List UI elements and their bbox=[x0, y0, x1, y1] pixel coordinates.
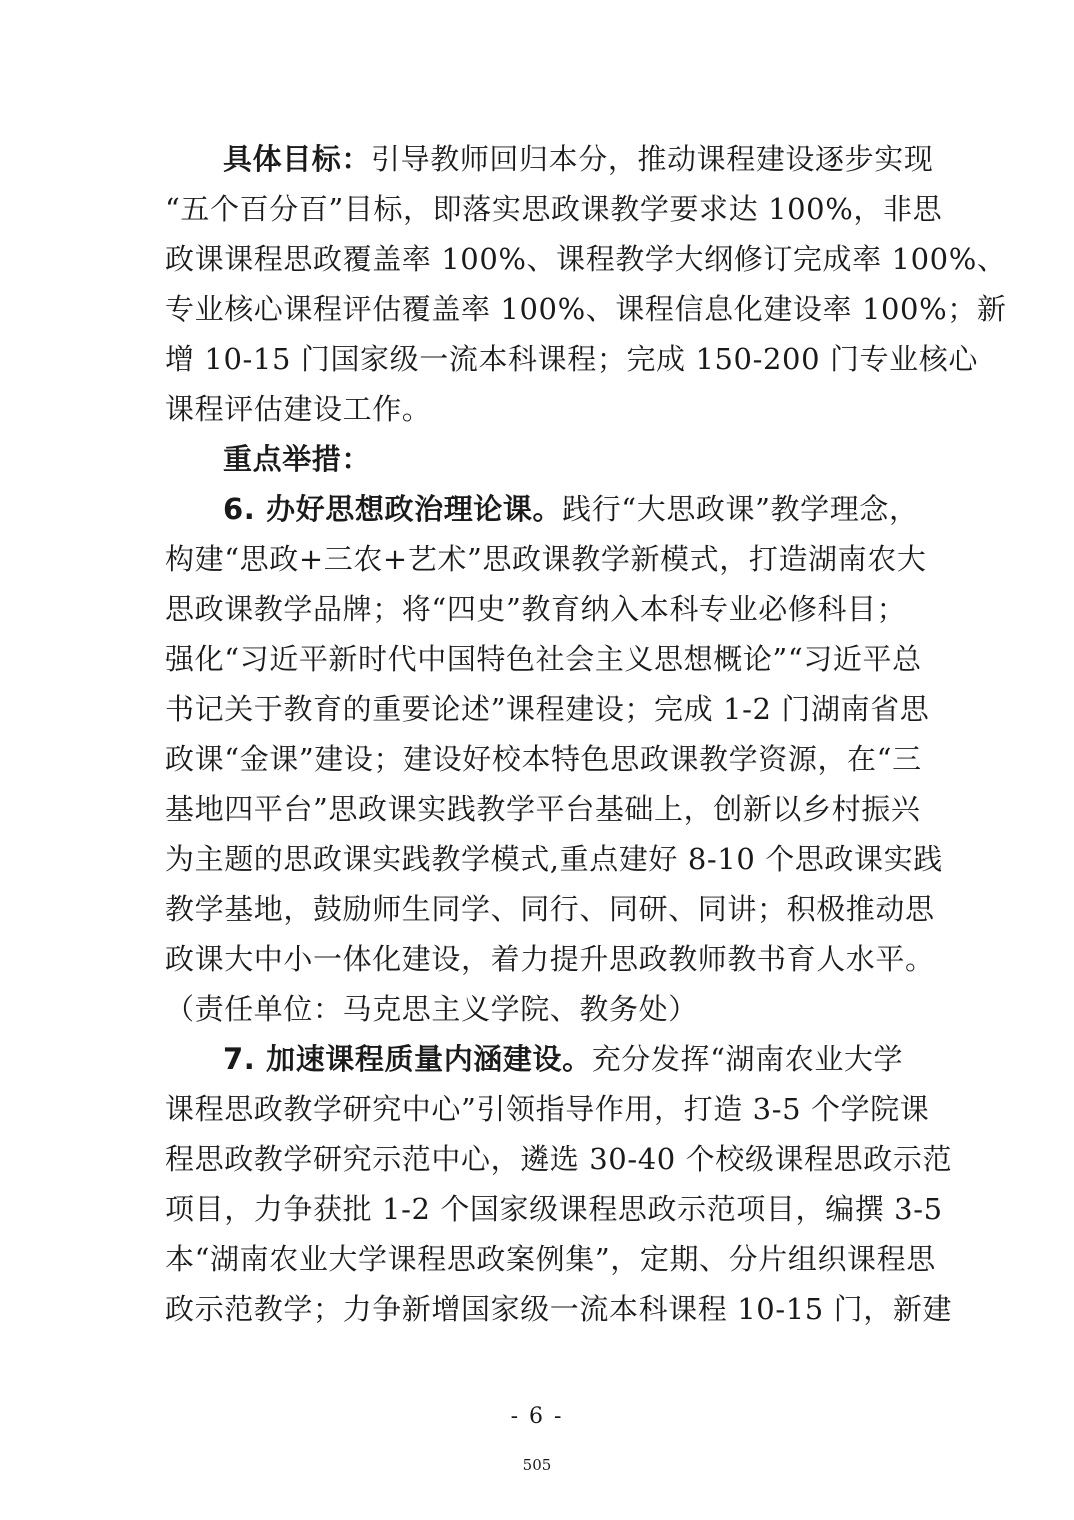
line-text: 引导教师回归本分，推动课程建设逐步实现 bbox=[371, 142, 934, 176]
line-text: 专业核心课程评估覆盖率 100%、课程信息化建设率 100%；新 bbox=[165, 292, 1007, 326]
line-text: “五个百分百”目标，即落实思政课教学要求达 100%，非思 bbox=[165, 192, 943, 226]
line-text: 课程评估建设工作。 bbox=[165, 392, 432, 426]
line-text: 程思政教学研究示范中心，遴选 30-40 个校级课程思政示范 bbox=[165, 1142, 953, 1176]
heading-lead: 6. 办好思想政治理论课。 bbox=[223, 492, 563, 526]
line-text: 践行“大思政课”教学理念， bbox=[562, 492, 919, 526]
paragraph-line bbox=[165, 534, 927, 584]
paragraph-line bbox=[165, 1234, 936, 1284]
line-text: 为主题的思政课实践教学模式,重点建好 8-10 个思政课实践 bbox=[165, 842, 943, 876]
line-text: 政示范教学；力争新增国家级一流本科课程 10-15 门，新建 bbox=[165, 1292, 953, 1326]
paragraph-line bbox=[165, 1184, 943, 1234]
line-text: 课程思政教学研究中心”引领指导作用，打造 3-5 个学院课 bbox=[165, 1092, 930, 1126]
line-text: 充分发挥“湖南农业大学 bbox=[591, 1042, 904, 1076]
heading-lead: 7. 加速课程质量内涵建设。 bbox=[223, 1042, 592, 1076]
line-text: 政课课程思政覆盖率 100%、课程教学大纲修订完成率 100%、 bbox=[165, 242, 1007, 276]
paragraph-line bbox=[165, 1034, 907, 1084]
line-text: 强化“习近平新时代中国特色社会主义思想概论”“习近平总 bbox=[165, 642, 922, 676]
paragraph-line bbox=[165, 184, 943, 234]
heading-lead: 具体目标： bbox=[223, 142, 372, 176]
paragraph-line bbox=[165, 134, 934, 184]
line-text: （责任单位：马克思主义学院、教务处） bbox=[165, 992, 698, 1026]
paragraph-line bbox=[165, 734, 922, 784]
paragraph-line bbox=[165, 484, 919, 534]
line-text: 本“湖南农业大学课程思政案例集”，定期、分片组织课程思 bbox=[165, 1242, 936, 1276]
line-text: 构建“思政+三农+艺术”思政课教学新模式，打造湖南农大 bbox=[165, 542, 927, 576]
paragraph-line bbox=[165, 284, 1007, 334]
line-text: 教学基地，鼓励师生同学、同行、同研、同讲；积极推动思 bbox=[165, 892, 935, 926]
document-body bbox=[165, 134, 1007, 1334]
page-number: - 6 - bbox=[510, 1404, 564, 1429]
line-text: 政课“金课”建设；建设好校本特色思政课教学资源，在“三 bbox=[165, 742, 922, 776]
paragraph-line bbox=[165, 634, 922, 684]
line-text: 政课大中小一体化建设，着力提升思政教师教书育人水平。 bbox=[165, 942, 935, 976]
paragraph-line bbox=[165, 334, 978, 384]
paragraph-line bbox=[165, 934, 935, 984]
paragraph-line bbox=[165, 834, 943, 884]
paragraph-line bbox=[165, 434, 907, 484]
paragraph-line bbox=[165, 784, 921, 834]
paragraph-line bbox=[165, 684, 930, 734]
paragraph-line bbox=[165, 984, 907, 1034]
archive-stamp-number: 505 bbox=[522, 1456, 552, 1474]
paragraph-line bbox=[165, 1134, 953, 1184]
paragraph-line bbox=[165, 1084, 930, 1134]
paragraph-line bbox=[165, 384, 907, 434]
paragraph-line bbox=[165, 234, 1007, 284]
line-text: 基地四平台”思政课实践教学平台基础上，创新以乡村振兴 bbox=[165, 792, 921, 826]
heading-lead: 重点举措： bbox=[223, 442, 372, 476]
paragraph-line bbox=[165, 584, 907, 634]
line-text: 书记关于教育的重要论述”课程建设；完成 1-2 门湖南省思 bbox=[165, 692, 930, 726]
line-text: 项目，力争获批 1-2 个国家级课程思政示范项目，编撰 3-5 bbox=[165, 1192, 943, 1226]
line-text: 思政课教学品牌；将“四史”教育纳入本科专业必修科目； bbox=[165, 592, 907, 626]
paragraph-line bbox=[165, 1284, 953, 1334]
paragraph-line bbox=[165, 884, 935, 934]
line-text: 增 10-15 门国家级一流本科课程；完成 150-200 门专业核心 bbox=[165, 342, 978, 376]
